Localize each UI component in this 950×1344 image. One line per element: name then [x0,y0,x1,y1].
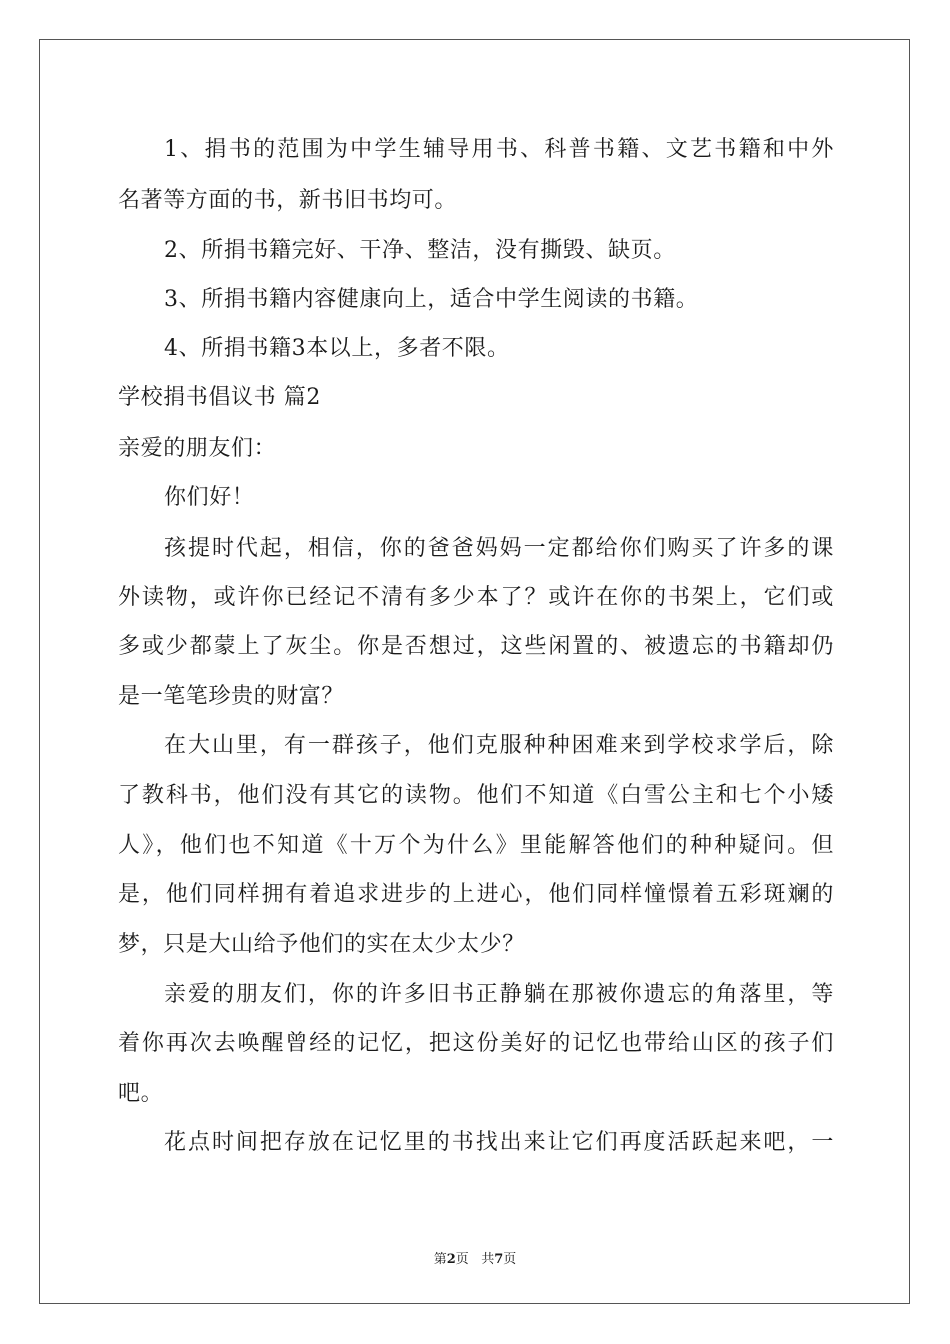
text-line: 多或少都蒙上了灰尘。你是否想过，这些闲置的、被遗忘的书籍却仍 [118,634,834,659]
text-line: 在大山里，有一群孩子，他们克服种种困难来到学校求学后，除 [164,733,834,758]
text-line: 着你再次去唤醒曾经的记忆，把这份美好的记忆也带给山区的孩子们 [118,1031,834,1056]
text-line: 1、捐书的范围为中学生辅导用书、科普书籍、文艺书籍和中外 [164,137,834,162]
text-line: 4、所捐书籍3本以上，多者不限。 [164,336,510,361]
text-line: 亲爱的朋友们，你的许多旧书正静躺在那被你遗忘的角落里，等 [164,982,834,1007]
page-number: 2 [446,1252,456,1267]
page-footer [0,1248,950,1267]
text-line: 3、所捐书籍内容健康向上，适合中学生阅读的书籍。 [164,287,699,312]
text-line: 是，他们同样拥有着追求进步的上进心，他们同样憧憬着五彩斑斓的 [118,882,834,907]
greeting: 你们好！ [164,485,255,510]
text-line: 外读物，或许你已经记不清有多少本了？或许在你的书架上，它们或 [118,585,834,610]
total-prefix: 共 [481,1252,495,1267]
text-line: 吧。 [118,1081,164,1106]
text-line: 孩提时代起，相信，你的爸爸妈妈一定都给你们购买了许多的课 [164,536,834,561]
page-frame [39,39,910,1304]
text-line: 是一笔笔珍贵的财富？ [118,684,345,709]
page-suffix: 页 [455,1252,469,1267]
total-suffix: 页 [503,1252,517,1267]
salutation: 亲爱的朋友们： [118,436,277,461]
text-line: 人》，他们也不知道《十万个为什么》里能解答他们的种种疑问。但 [118,833,834,858]
text-line: 名著等方面的书，新书旧书均可。 [118,188,458,213]
total-pages: 7 [494,1252,504,1267]
text-line: 梦，只是大山给予他们的实在太少太少？ [118,932,525,957]
section-heading: 学校捐书倡议书 篇2 [118,385,321,410]
page-prefix: 第 [433,1252,447,1267]
text-line: 花点时间把存放在记忆里的书找出来让它们再度活跃起来吧，一 [164,1130,834,1155]
text-line: 2、所捐书籍完好、干净、整洁，没有撕毁、缺页。 [164,238,676,263]
text-line: 了教科书，他们没有其它的读物。他们不知道《白雪公主和七个小矮 [118,783,834,808]
